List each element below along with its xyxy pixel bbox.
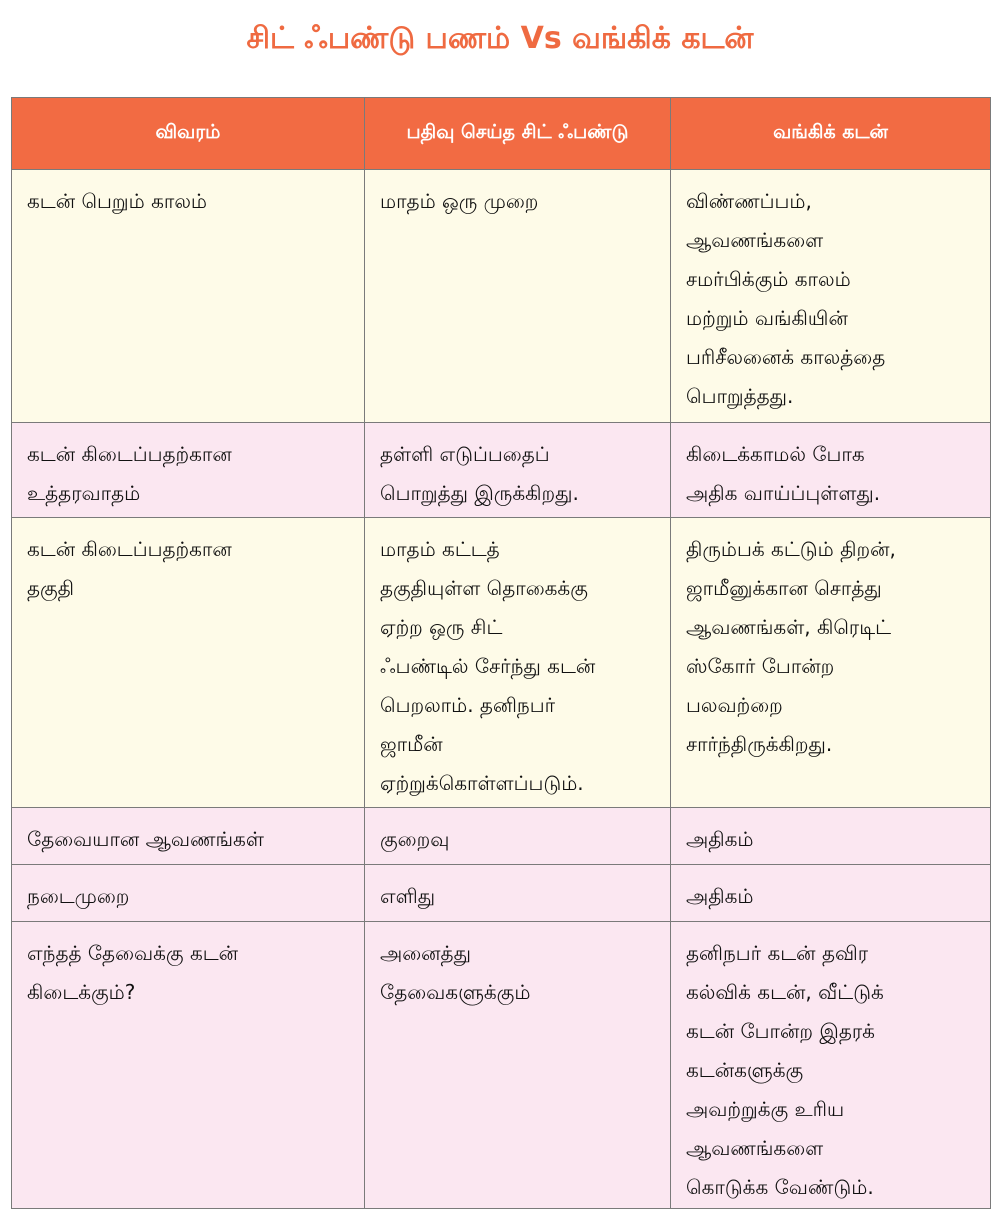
bank-loan-cell: விண்ணப்பம், ஆவணங்களை சமர்பிக்கும் காலம் மற்றும் வங்கியின் பரிசீலனைக் காலத்தை பொறுத்தது. (671, 170, 991, 423)
row-label-cell: நடைமுறை (12, 865, 365, 922)
header-detail: விவரம் (12, 98, 365, 170)
chit-fund-cell: எளிது (365, 865, 671, 922)
chit-fund-cell: மாதம் ஒரு முறை (365, 170, 671, 423)
table-row (12, 808, 991, 865)
bank-loan-cell: தனிநபர் கடன் தவிர கல்விக் கடன், வீட்டுக் கடன் போன்ற இதரக் கடன்களுக்கு அவற்றுக்கு உரிய ஆவணங்களை கொடுக்க வேண்டும். (671, 922, 991, 1209)
bank-loan-cell: அதிகம் (671, 865, 991, 922)
chit-fund-cell: தள்ளி எடுப்பதைப் பொறுத்து இருக்கிறது. (365, 423, 671, 518)
comparison-table (11, 97, 991, 1209)
chit-fund-cell: குறைவு (365, 808, 671, 865)
row-label-cell: கடன் பெறும் காலம் (12, 170, 365, 423)
table-row (12, 170, 991, 423)
row-label-cell: தேவையான ஆவணங்கள் (12, 808, 365, 865)
table-row (12, 922, 991, 1209)
table-row (12, 423, 991, 518)
chit-fund-cell: மாதம் கட்டத் தகுதியுள்ள தொகைக்கு ஏற்ற ஒரு சிட் ஃபண்டில் சேர்ந்து கடன் பெறலாம். தனிநபர் ஜாமீன் ஏற்றுக்கொள்ளப்படும். (365, 518, 671, 808)
table-row (12, 518, 991, 808)
table-row (12, 865, 991, 922)
header-bank-loan: வங்கிக் கடன் (671, 98, 991, 170)
chit-fund-cell: அனைத்து தேவைகளுக்கும் (365, 922, 671, 1209)
header-chit-fund: பதிவு செய்த சிட் ஃபண்டு (365, 98, 671, 170)
bank-loan-cell: அதிகம் (671, 808, 991, 865)
row-label-cell: எந்தத் தேவைக்கு கடன் கிடைக்கும்? (12, 922, 365, 1209)
row-label-cell: கடன் கிடைப்பதற்கான தகுதி (12, 518, 365, 808)
bank-loan-cell: கிடைக்காமல் போக அதிக வாய்ப்புள்ளது. (671, 423, 991, 518)
table-header-row (12, 98, 991, 170)
row-label-cell: கடன் கிடைப்பதற்கான உத்தரவாதம் (12, 423, 365, 518)
page-title: சிட் ஃபண்டு பணம் Vs வங்கிக் கடன் (246, 21, 754, 56)
bank-loan-cell: திரும்பக் கட்டும் திறன், ஜாமீனுக்கான சொத்து ஆவணங்கள், கிரெடிட் ஸ்கோர் போன்ற பலவற்றை சார்ந்திருக்கிறது. (671, 518, 991, 808)
